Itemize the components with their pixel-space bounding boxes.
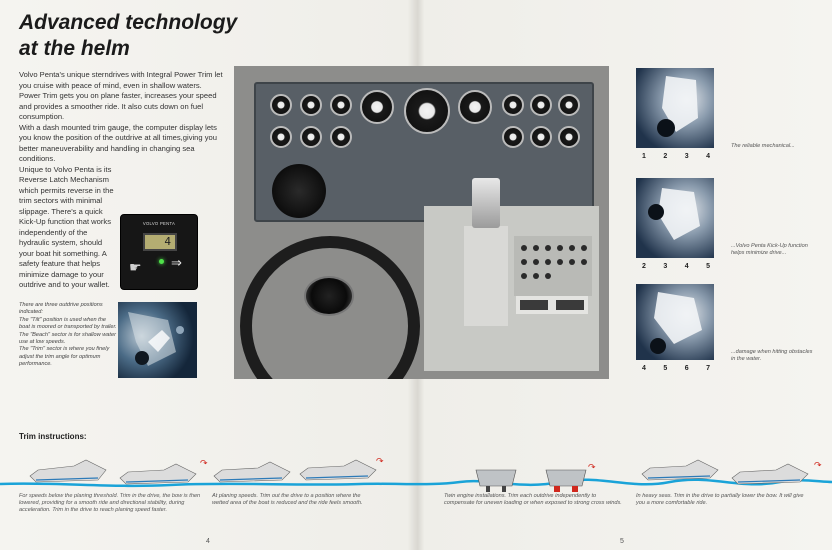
double-arrow-icon: ⇒ <box>171 255 182 270</box>
boat-illustration-3 <box>212 458 292 486</box>
outdrive-illustration <box>636 178 714 258</box>
boat-illustration-5 <box>640 456 720 484</box>
positions-caption-4: The "Trim" sector is where you finely adjust the trim angle for optimum performance. <box>19 346 110 368</box>
page-number-right: 5 <box>620 538 624 545</box>
gauge-icon <box>330 126 352 148</box>
page-title <box>19 10 279 62</box>
photo-2-position-numbers <box>636 263 716 270</box>
trim-arrow-icon: ↷ <box>376 456 384 466</box>
position-number: 1 <box>642 153 646 160</box>
gauge-brand-label: VOLVO PENTA <box>142 221 176 226</box>
trim-arrow-icon: ↷ <box>588 462 596 472</box>
intro-paragraph-3: With a dash mounted trim gauge, the computer display lets you know the position of the outdrive at all times,giving you better maneuverability and handling in changing sea conditions. <box>19 122 217 163</box>
boat-illustration-2 <box>118 460 198 488</box>
twin-engine-boat-rear-1 <box>472 460 520 494</box>
gauge-lcd-display: 4 <box>143 233 177 251</box>
gauge-icon <box>502 94 524 116</box>
photo-2-caption: ...Volvo Penta Kick-Up function helps minimize drive... <box>731 243 808 257</box>
trim-caption-planing: At planing speeds. Trim out the drive to a position where the wetted area of the boat is reduced and the ride feels smooth. <box>212 493 363 507</box>
gauge-icon <box>330 94 352 116</box>
position-number: 3 <box>663 263 668 270</box>
gauge-icon <box>558 94 580 116</box>
position-number: 6 <box>684 365 689 372</box>
console-switches-illustration <box>424 206 599 371</box>
gauge-icon <box>458 90 492 124</box>
position-number: 4 <box>684 263 689 270</box>
trim-gauge-photo <box>120 214 198 290</box>
intro-paragraph-1: Volvo Penta's unique sterndrives with Integral Power Trim let you cruise with peace of mind, even in shallow waters. <box>19 70 223 90</box>
gauge-icon <box>300 126 322 148</box>
control-console <box>424 206 599 371</box>
trim-arrow-icon: ↷ <box>200 458 208 468</box>
gauge-icon <box>300 94 322 116</box>
positions-caption-1: There are three outdrive positions indicated: <box>19 302 103 316</box>
outdrive-photo-1 <box>636 68 714 148</box>
trim-caption-below-planing: For speeds below the planing threshold. Trim in the drive, the bow is then lowered, providing for a smooth ride and directional stability, during acceleration. Trim in the drive to reach planing speed faster. <box>19 493 201 514</box>
position-number: 2 <box>663 153 668 160</box>
title-line-2: at the helm <box>19 37 130 60</box>
position-number: 3 <box>684 153 689 160</box>
outdrive-photo-2 <box>636 178 714 258</box>
steering-hub <box>304 276 354 316</box>
photo-1-caption: The reliable mechanical... <box>731 143 795 149</box>
positions-caption-2: The "Tilt" position is used when the boat is moored or transported by trailer. <box>19 316 117 331</box>
position-number: 7 <box>706 365 710 372</box>
position-number: 5 <box>706 263 710 270</box>
trim-instructions-title: Trim instructions: <box>19 432 87 441</box>
outdrive-illustration <box>636 68 714 148</box>
gauge-icon <box>502 126 524 148</box>
photo-3-position-numbers <box>636 365 716 372</box>
page-number-left: 4 <box>206 538 210 545</box>
outdrive-photo-3 <box>636 284 714 360</box>
gauge-icon <box>360 90 394 124</box>
position-number: 2 <box>642 263 646 270</box>
gauge-icon <box>270 126 292 148</box>
boat-illustration-4 <box>298 456 378 484</box>
gauge-icon <box>530 94 552 116</box>
compass-icon <box>272 164 326 218</box>
boat-illustration-6 <box>730 460 810 488</box>
helm-dashboard-photo <box>234 66 609 379</box>
throttle-lever <box>472 178 500 228</box>
gauge-icon <box>558 126 580 148</box>
outdrive-illustration <box>636 284 714 360</box>
hand-icon: ☛ <box>129 259 142 275</box>
gauge-icon <box>530 126 552 148</box>
intro-paragraph-4: Unique to Volvo Penta is its Reverse Latch Mechanism which permits reverse in the trim sectors with minimal slippage. There's a quick Kick-Up function that works independently of the hydraulic system, should your boat hit something. A safety feature that helps minimize damage to your outdrive and to your wallet. <box>19 164 114 289</box>
gauge-led-indicator <box>159 259 164 264</box>
twin-engine-boat-rear-2 <box>542 460 590 494</box>
photo-1-position-numbers <box>636 153 716 160</box>
outdrive-positions-photo <box>118 302 197 378</box>
trim-caption-twin-engine: Twin engine installations. Trim each outdrive independently to compensate for uneven loading or when exposed to strong cross winds. <box>444 493 622 507</box>
boat-illustration-1 <box>28 456 108 486</box>
trim-arrow-icon: ↷ <box>814 460 822 470</box>
gauge-icon <box>270 94 292 116</box>
photo-3-caption: ...damage when hitting obstacles in the water. <box>731 349 813 363</box>
outdrive-illustration <box>118 302 197 378</box>
position-number: 5 <box>663 365 668 372</box>
outdrive-positions-caption <box>19 302 117 369</box>
trim-caption-heavy-seas: In heavy seas. Trim in the drive to partially lower the bow. It will give you a more comfortable ride. <box>636 493 804 507</box>
intro-paragraph-2: Power Trim gets you on plane faster, increases your speed and provides a smoother ride. It also cuts down on fuel consumption. <box>19 91 217 121</box>
position-number: 4 <box>642 365 646 372</box>
position-number: 4 <box>706 153 710 160</box>
title-line-1: Advanced technology <box>19 11 238 34</box>
gauge-icon <box>404 88 450 134</box>
positions-caption-3: The "Beach" sector is for shallow water use at low speeds. <box>19 331 116 346</box>
